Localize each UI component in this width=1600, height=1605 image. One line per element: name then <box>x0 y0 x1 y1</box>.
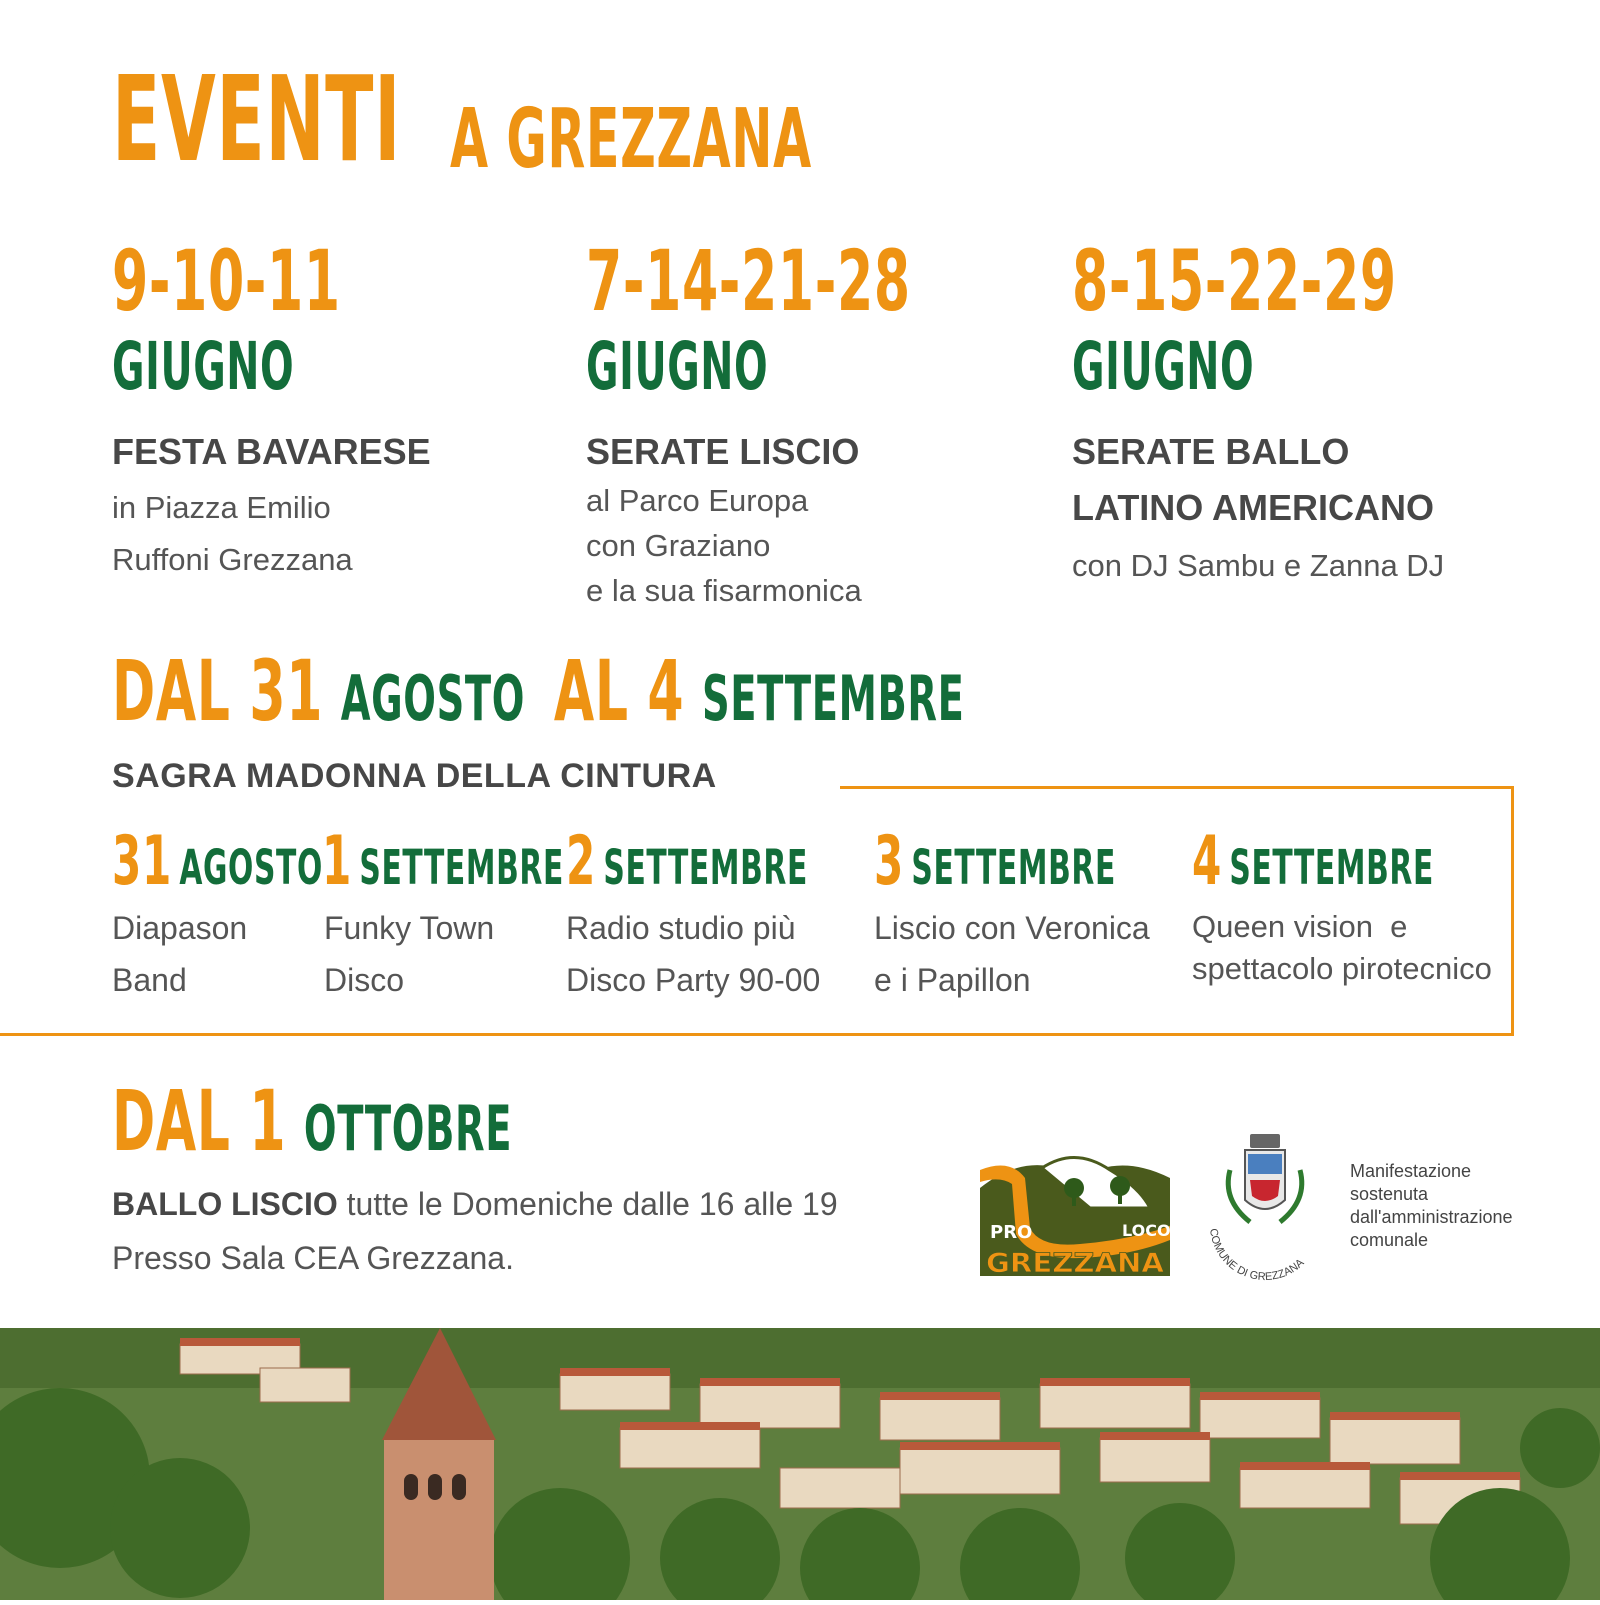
event-2-desc-line: al Parco Europa <box>586 483 809 518</box>
event-1-desc <box>112 482 353 586</box>
event-2-desc <box>586 478 862 613</box>
day-2-header <box>322 822 564 901</box>
event-3-title-line: LATINO AMERICANO <box>1072 487 1434 528</box>
day-3-header <box>566 822 808 901</box>
event-2-desc-line: con Graziano <box>586 528 771 563</box>
proloco-name: GREZZANA <box>986 1248 1165 1279</box>
event-3-title-line: SERATE BALLO <box>1072 431 1350 472</box>
day-month: SETTEMBRE <box>1229 840 1434 896</box>
comune-logo <box>1200 1130 1330 1288</box>
sagra-to-month: SETTEMBRE <box>701 662 965 735</box>
october-location: Presso Sala CEA Grezzana. <box>112 1240 514 1276</box>
proloco-loco: LOCO <box>1122 1221 1170 1240</box>
event-1-title: FESTA BAVARESE <box>112 431 431 472</box>
day-number: 2 <box>566 822 596 901</box>
sagra-date-range <box>112 642 965 740</box>
proloco-logo <box>980 1148 1170 1280</box>
day-month: AGOSTO <box>179 840 323 896</box>
day-month: SETTEMBRE <box>359 840 564 896</box>
village-photo <box>0 1328 1600 1600</box>
event-1-dates: 9-10-11 <box>112 232 341 330</box>
event-2-dates: 7-14-21-28 <box>586 232 911 330</box>
page-title: EVENTI <box>112 50 402 188</box>
day-desc-line: Liscio con Veronica <box>874 910 1150 946</box>
sagra-from-month: AGOSTO <box>340 662 526 735</box>
sponsor-note <box>1350 1160 1513 1252</box>
sponsor-line: comunale <box>1350 1230 1429 1250</box>
page-subtitle: A GREZZANA <box>450 92 812 187</box>
day-desc-line: e i Papillon <box>874 962 1031 998</box>
october-event-title: BALLO LISCIO <box>112 1186 338 1222</box>
day-2-desc <box>324 902 494 1006</box>
day-4-desc <box>874 902 1150 1006</box>
event-3-title <box>1072 424 1434 536</box>
october-event-text: tutte le Domeniche dalle 16 alle 19 <box>337 1186 838 1222</box>
day-desc-line: Diapason <box>112 910 248 946</box>
event-2-month: GIUGNO <box>586 328 769 405</box>
day-3-desc <box>566 902 820 1006</box>
day-month: SETTEMBRE <box>603 840 808 896</box>
sagra-from: DAL 31 <box>112 642 324 740</box>
day-number: 31 <box>112 822 172 901</box>
event-2-title: SERATE LISCIO <box>586 431 860 472</box>
day-4-header <box>874 822 1116 901</box>
event-2-desc-line: e la sua fisarmonica <box>586 573 862 608</box>
day-number: 3 <box>874 822 904 901</box>
october-month: OTTOBRE <box>303 1092 513 1165</box>
sagra-title: SAGRA MADONNA DELLA CINTURA <box>112 757 717 795</box>
proloco-pro: PRO <box>990 1222 1033 1243</box>
october-event <box>112 1186 838 1223</box>
day-1-header <box>112 822 323 901</box>
october-date <box>112 1072 512 1170</box>
day-desc-line: Disco Party 90-00 <box>566 962 821 998</box>
event-3-desc: con DJ Sambu e Zanna DJ <box>1072 548 1445 583</box>
day-desc-line: Band <box>112 962 187 998</box>
day-desc-line: Radio studio più <box>566 910 796 946</box>
day-number: 1 <box>322 822 352 901</box>
day-5-header <box>1192 822 1434 901</box>
event-1-desc-line: in Piazza Emilio <box>112 490 331 525</box>
event-1-month: GIUGNO <box>112 328 295 405</box>
day-1-desc <box>112 902 247 1006</box>
sponsor-line: sostenuta <box>1350 1184 1429 1204</box>
svg-text:COMUNE DI GREZZANA <box>1207 1228 1307 1283</box>
day-month: SETTEMBRE <box>911 840 1116 896</box>
sponsor-line: Manifestazione <box>1350 1161 1472 1181</box>
sagra-to: AL 4 <box>553 642 685 740</box>
event-1-desc-line: Ruffoni Grezzana <box>112 542 353 577</box>
sponsor-line: dall'amministrazione <box>1350 1207 1513 1227</box>
day-5-desc <box>1192 906 1492 990</box>
day-desc-line: Disco <box>324 962 405 998</box>
october-from: DAL 1 <box>112 1072 287 1170</box>
day-desc-line: Funky Town <box>324 910 495 946</box>
day-number: 4 <box>1192 822 1222 901</box>
event-3-month: GIUGNO <box>1072 328 1255 405</box>
day-desc-line: spettacolo pirotecnico <box>1192 951 1492 986</box>
comune-name: COMUNE DI GREZZANA <box>1207 1227 1307 1284</box>
day-desc-line: Queen vision e <box>1192 909 1408 944</box>
event-3-dates: 8-15-22-29 <box>1072 232 1397 330</box>
